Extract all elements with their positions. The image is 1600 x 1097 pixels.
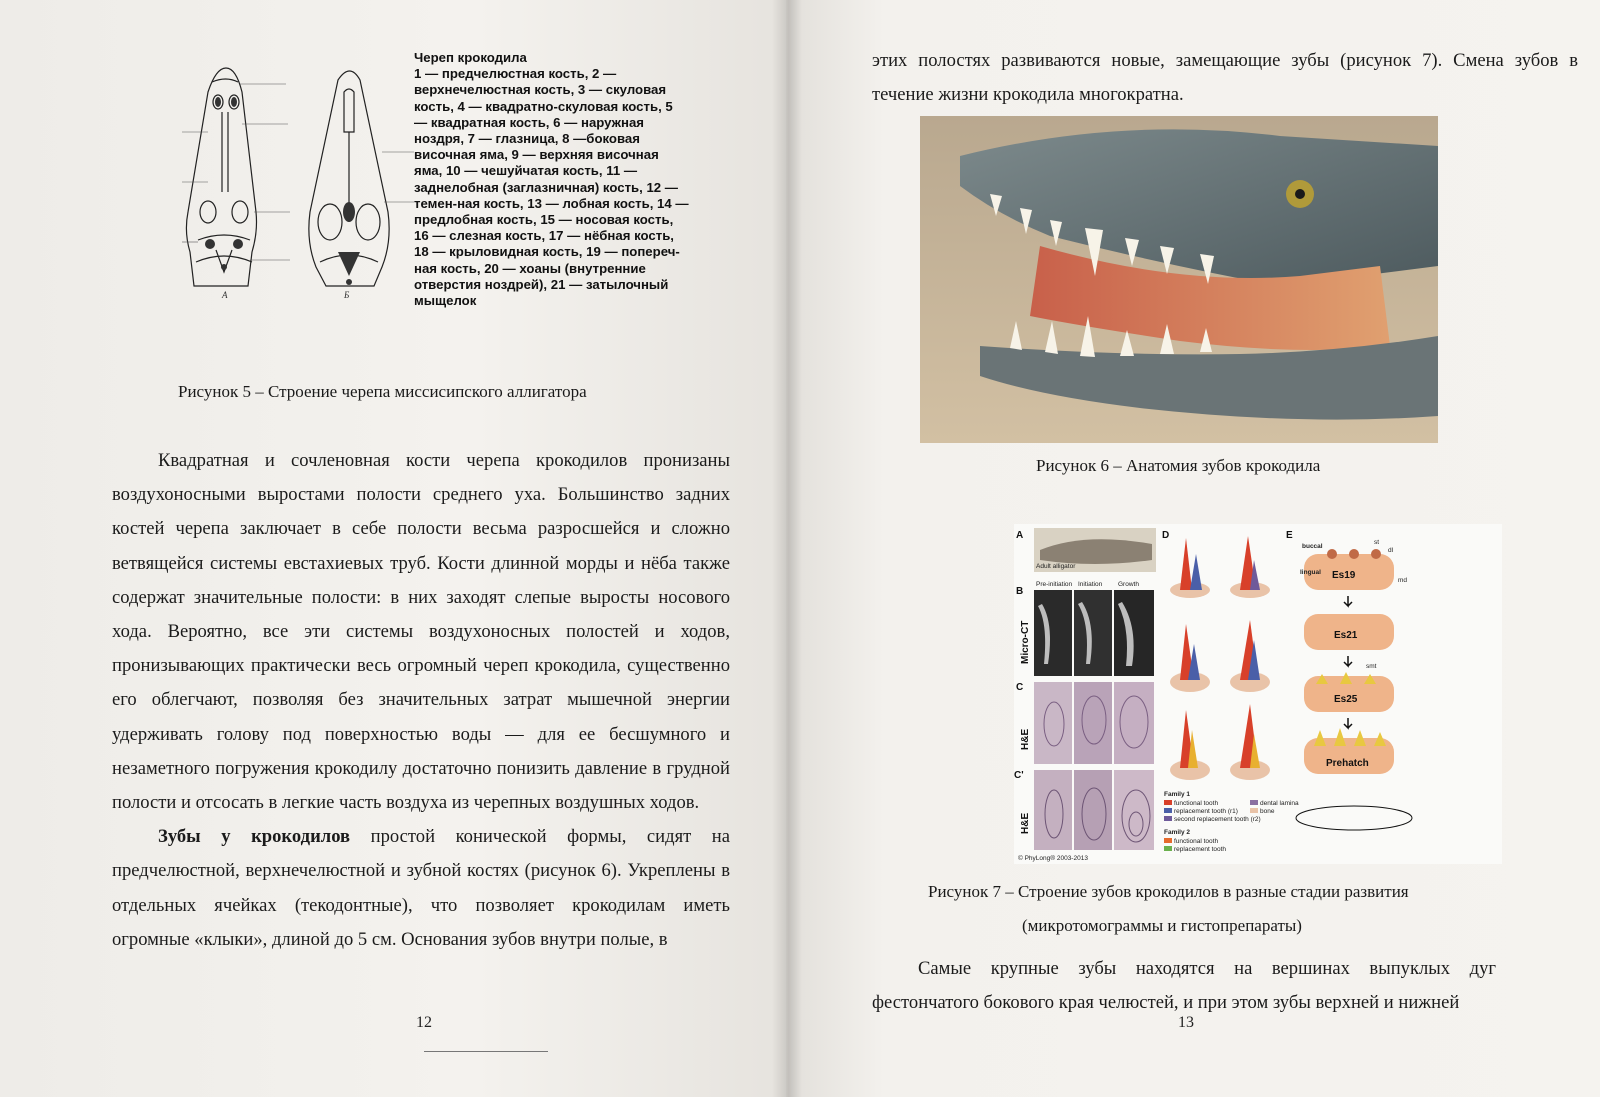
stage-prehatch: Prehatch (1326, 758, 1369, 769)
paragraph-largest-teeth: Самые крупные зубы находятся на вершинах выпуклых дуг фестончатого бокового края челюстей, и при этом зубы верхней и нижней (872, 958, 1496, 1014)
paragraph-teeth-text: простой конической формы, сидят на предчелюстной, верхнечелюстной и зубной костях (рисунок 6). Укреплены в отдельных ячейках (текодонтные), что позволяет крокодилам иметь огромные «клыки», длиной до 5 см. Основания зубов внутри полые, в (112, 826, 731, 950)
panel-b-label: B (1016, 586, 1024, 597)
col-initiation: Initiation (1078, 581, 1103, 588)
left-body-text (112, 444, 730, 957)
panel-e-label: E (1286, 530, 1293, 541)
e-label-md: md (1398, 577, 1408, 584)
figure7-copyright: © PhyLong® 2003-2013 (1018, 855, 1088, 862)
paragraph-air-cavities: Квадратная и сочленовная кости черепа крокодилов пронизаны воздухоносными выростами полости среднего уха. Большинство задних костей черепа заключает в себе полости весьма разросшейся и сложно ветвящейся системы евстахиевых труб. Кости длинной морды и нёба также содержат значительные полости: в них заходят слепые выросты носового хода. Вероятно, все эти системы воздухоносных полостей и ходов, пронизывающих практически весь огромный череп крокодила, существенно его облегчают, позволяя без значительных затрат мышечной энергии удерживать голову под поверхностью воды — для ее бесшумного и незаметного погружения крокодилу достаточно понизить давление в грудной полости и отсосать в легкие часть воздуха из черепных воздушных ходов. (112, 450, 730, 814)
paragraph-replacement: этих полостях развиваются новые, замещающие зубы (рисунок 7). Смена зубов в течение жизни крокодила многократна. (872, 50, 1578, 106)
col-growth: Growth (1118, 581, 1139, 588)
e-label-smt: smt (1366, 663, 1377, 670)
stage-es19: Es19 (1332, 570, 1356, 581)
panel-c-prime-label: C' (1014, 770, 1024, 781)
legend-item-3: second replacement tooth (r2) (1174, 816, 1261, 823)
figure5-caption: Рисунок 5 – Строение черепа миссисипского аллигатора (178, 382, 587, 401)
figure7-caption-line2: (микротомограммы и гистопрепараты) (1022, 916, 1302, 935)
e-label-st: st (1374, 539, 1380, 546)
skull-legend-title: Череп крокодила (414, 50, 527, 65)
stage-es25: Es25 (1334, 694, 1358, 705)
e-label-buccal: buccal (1302, 543, 1323, 550)
page-number-left: 12 (416, 1014, 432, 1031)
row-he-1: H&E (1020, 728, 1031, 750)
teeth-development-figure (1014, 524, 1502, 864)
right-bottom-text (872, 952, 1496, 1020)
right-top-text (872, 44, 1578, 112)
e-label-dl: dl (1388, 547, 1394, 554)
skull-legend (414, 50, 689, 309)
figure6-caption: Рисунок 6 – Анатомия зубов крокодила (1036, 456, 1321, 475)
adult-alligator-label: Adult alligator (1036, 563, 1076, 570)
legend-item-6: functional tooth (1174, 838, 1219, 845)
legend-family2: Family 2 (1164, 829, 1191, 836)
figure7-caption-line1: Рисунок 7 – Строение зубов крокодилов в разные стадии развития (928, 882, 1409, 901)
left-page (0, 0, 786, 1097)
skull-panel-a-label: А (222, 290, 228, 300)
e-label-lingual: lingual (1300, 569, 1321, 576)
skull-panel-b-label: Б (344, 290, 350, 300)
book-gutter (772, 0, 802, 1097)
legend-family1: Family 1 (1164, 791, 1191, 798)
row-he-2: H&E (1020, 812, 1031, 834)
legend-item-4: dental lamina (1260, 800, 1299, 807)
panel-d-label: D (1162, 530, 1170, 541)
col-preinitiation: Pre-initiation (1036, 581, 1073, 588)
row-microct: Micro-CT (1020, 620, 1031, 664)
crocodile-photo (920, 116, 1438, 443)
legend-item-1: functional tooth (1174, 800, 1219, 807)
paragraph-teeth-bold: Зубы у крокодилов (158, 826, 351, 848)
panel-a-label: A (1016, 530, 1024, 541)
legend-item-7: replacement tooth (1174, 846, 1227, 853)
skull-legend-text: 1 — предчелюстная кость, 2 — верхнечелюстная кость, 3 — скуловая кость, 4 — квадратно-скуловая кость, 5 — квадратная кость, 6 — наружная ноздря, 7 — глазница, 8 —боковая височная яма, 9 — верхняя височная яма, 10 — чешуйчатая кость, 11 — заднелобная (заглазничная) кость, 12 — темен-ная кость, 13 — лобная кость, 14 — предлобная кость, 15 — носовая кость, 16 — слезная кость, 17 — нёбная кость, 18 — крыловидная кость, 19 — попереч-ная кость, 20 — хоаны (внутренние отверстия ноздрей), 21 — затылочный мыщелок (414, 66, 689, 309)
paragraph-teeth (112, 820, 730, 957)
legend-item-2: replacement tooth (r1) (1174, 808, 1238, 815)
stage-es21: Es21 (1334, 630, 1358, 641)
skull-illustration (178, 62, 418, 300)
page-number-right: 13 (1178, 1014, 1194, 1031)
page-mark (424, 1051, 548, 1052)
panel-c-label: C (1016, 682, 1024, 693)
legend-item-5: bone (1260, 808, 1275, 815)
